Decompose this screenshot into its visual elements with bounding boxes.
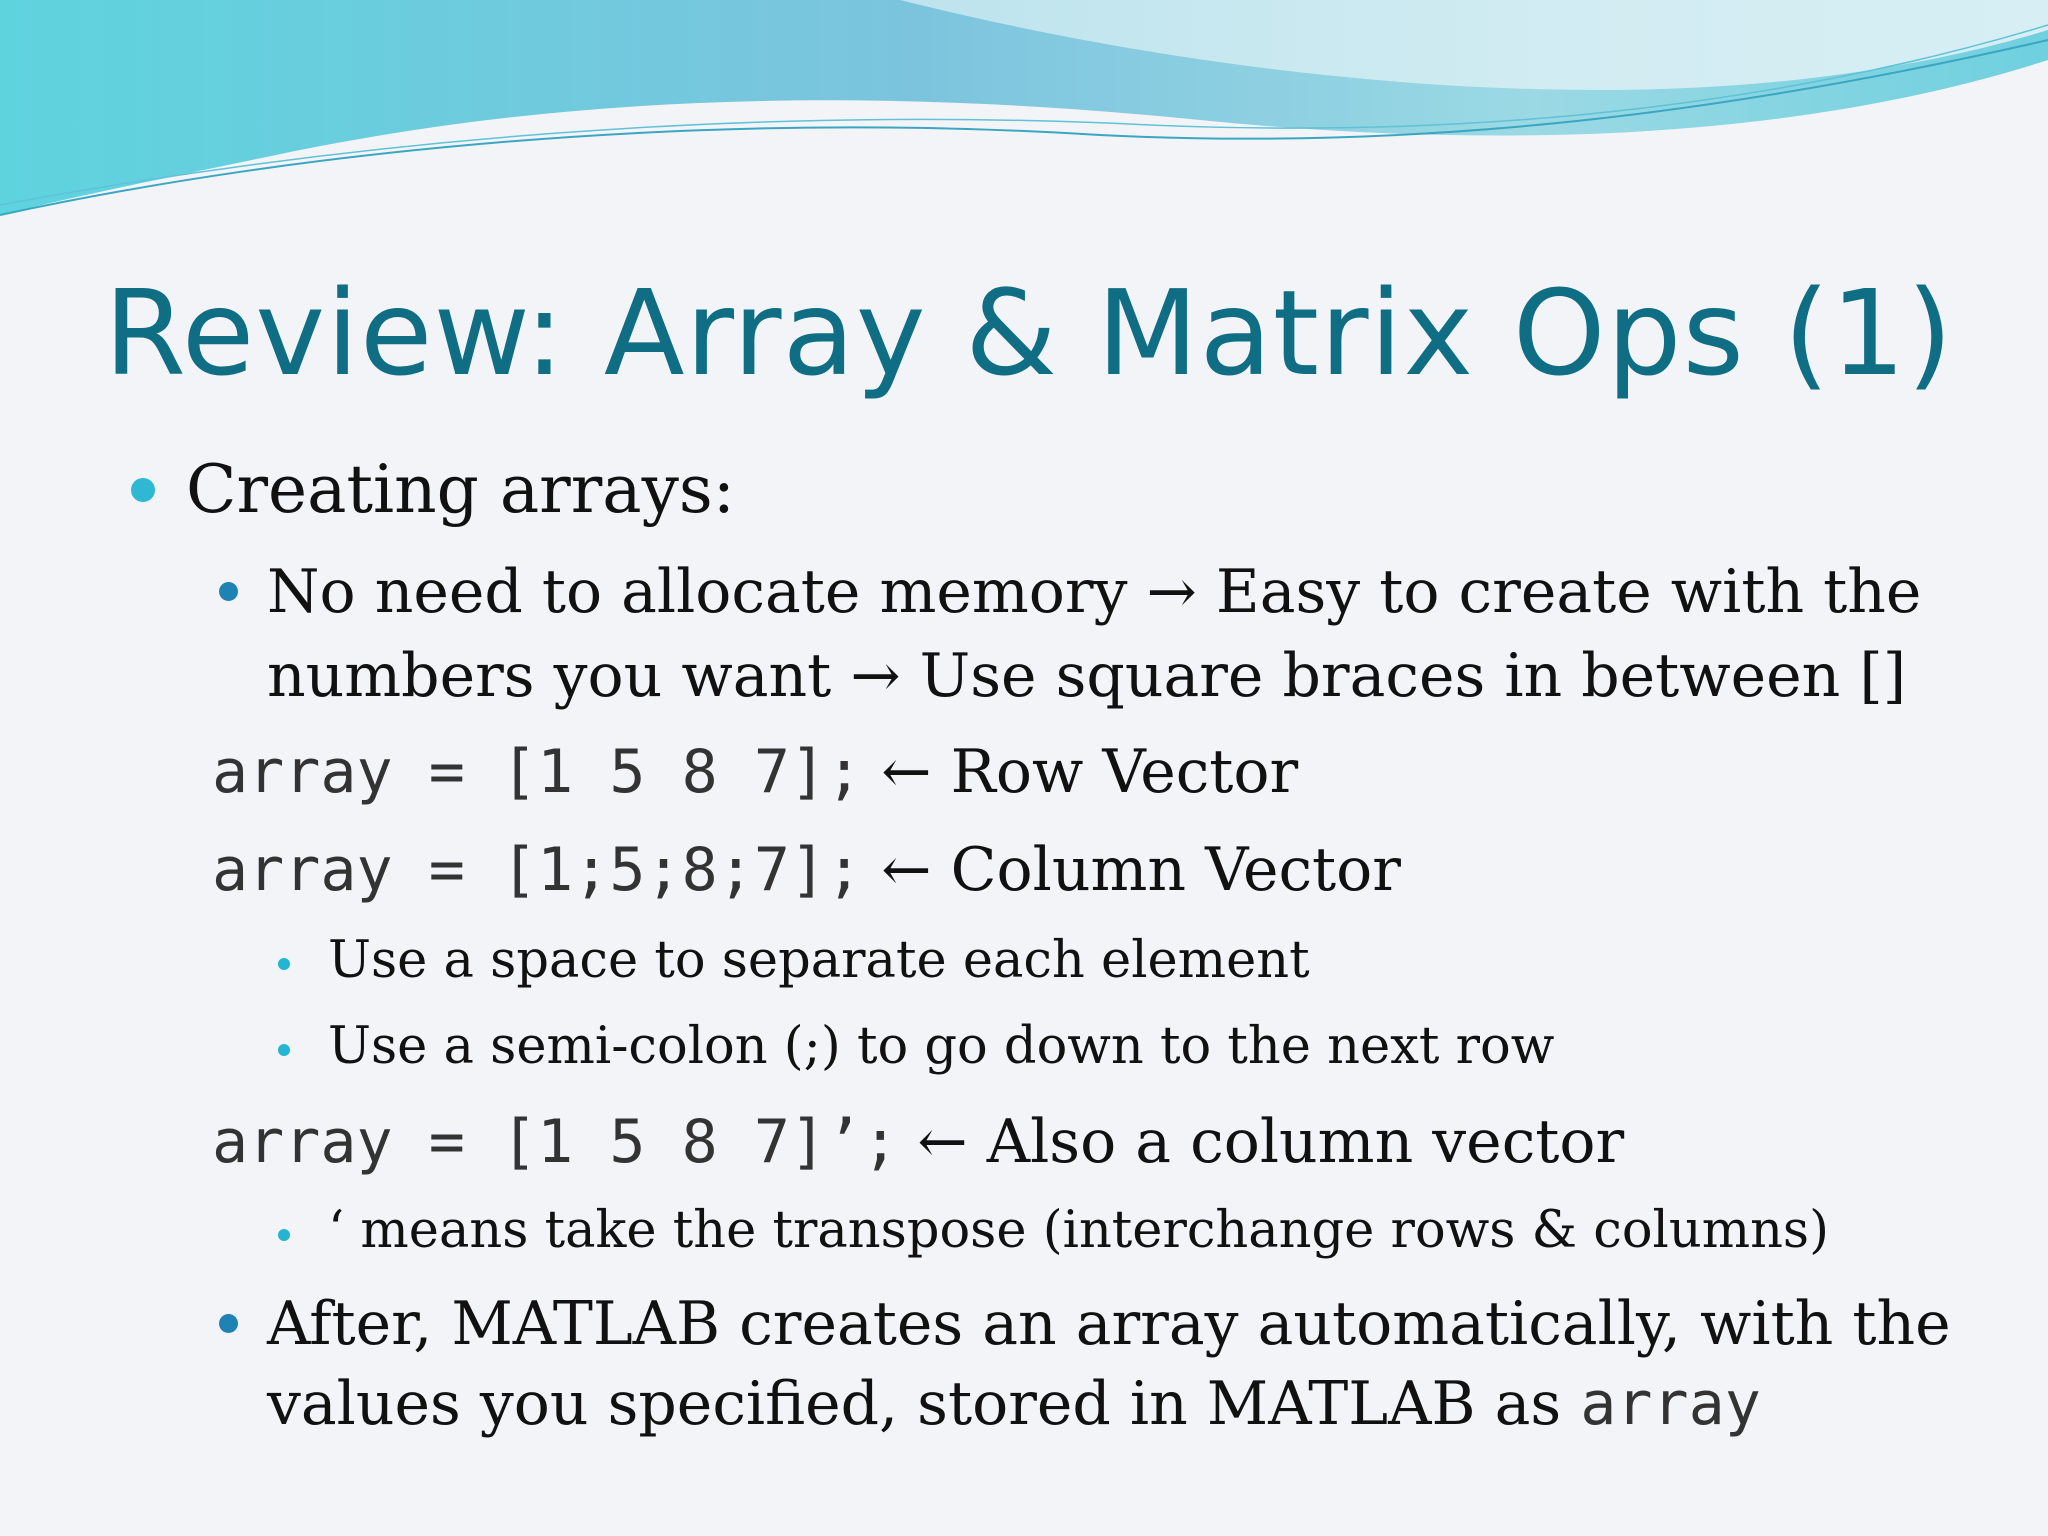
header-wave-decoration	[0, 0, 2048, 240]
bullet-after-line2: values you specified, stored in MATLAB as	[267, 1369, 1581, 1439]
bullet-dot-icon	[219, 582, 238, 601]
bullet-after-code: array	[1580, 1369, 1761, 1439]
bullet-dot-icon	[219, 1314, 238, 1333]
code-column-vector-line	[212, 828, 1401, 912]
label-transpose: ← Also a column vector	[917, 1107, 1625, 1177]
sub-bullet-transpose: ‘ means take the transpose (interchange rows & columns)	[328, 1201, 1829, 1260]
bullet-no-need-line1: No need to allocate memory → Easy to create with the	[267, 557, 1922, 627]
bullet-dot-icon	[131, 478, 155, 502]
bullet-no-need-line2: numbers you want → Use square braces in between []	[267, 641, 1907, 711]
sub-bullet-semicolon: Use a semi-colon (;) to go down to the next row	[328, 1017, 1555, 1076]
bullet-dot-icon	[278, 958, 290, 970]
bullet-after-line2-wrap	[267, 1362, 1761, 1446]
bullet-after-line1: After, MATLAB creates an array automatically, with the	[267, 1289, 1951, 1359]
code-transpose: array = [1 5 8 7]’;	[212, 1107, 899, 1177]
code-row-vector: array = [1 5 8 7];	[212, 737, 863, 807]
bullet-creating-arrays: Creating arrays:	[186, 451, 736, 528]
bullet-dot-icon	[278, 1229, 290, 1241]
slide-title: Review: Array & Matrix Ops (1)	[104, 264, 1954, 402]
bullet-dot-icon	[278, 1044, 290, 1056]
label-column-vector: ← Column Vector	[881, 835, 1401, 905]
sub-bullet-space: Use a space to separate each element	[328, 931, 1310, 990]
code-column-vector: array = [1;5;8;7];	[212, 835, 863, 905]
label-row-vector: ← Row Vector	[881, 737, 1299, 807]
code-transpose-line	[212, 1100, 1624, 1184]
code-row-vector-line	[212, 730, 1298, 814]
